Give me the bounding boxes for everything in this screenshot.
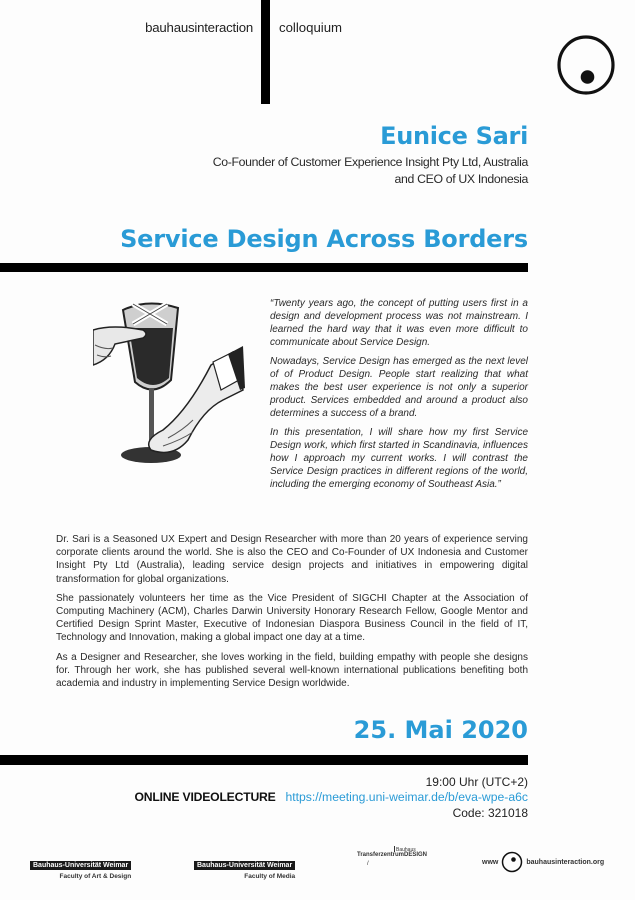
transfer-main-label: TransferzentrumDESIGN: [357, 852, 428, 858]
horizontal-divider-bar: [0, 263, 528, 272]
faculty-label: Faculty of Art & Design: [59, 873, 132, 880]
faculty-label: Faculty of Media: [244, 873, 296, 880]
footer-logo-art-design: [30, 852, 131, 880]
meeting-link[interactable]: https://meeting.uni-weimar.de/b/eva-wpe-a6c: [285, 790, 528, 804]
horizontal-divider-bar: [0, 755, 528, 765]
event-date: 25. Mai 2020: [353, 716, 528, 744]
footer-logo-transferzentrum: [357, 847, 428, 867]
university-badge: Bauhaus-Universität Weimar: [30, 861, 131, 870]
tick-mark: [394, 846, 395, 852]
bio-paragraph: She passionately volunteers her time as the Vice President of SIGCHI Chapter at the Association of Computing Machinery (ACM), Charles Darwin University Honorary Research Fellow, Google Mentor and Certified Design Sprint Master, Executive of Indonesian Diaspora Business Council in the field of IT, Technology and Innovation, making a global impact one day at a time.: [56, 592, 528, 644]
bio-paragraph: Dr. Sari is a Seasoned UX Expert and Design Researcher with more than 20 years of experience serving corporate clients around the world. She is also the CEO and Co-Founder of UX Indonesia and Customer Insight Pty Ltd (Australia), leading service design projects and initiatives in empowering digital transformation for global organizations.: [56, 534, 528, 585]
transfer-small-label: Bauhaus: [396, 847, 416, 853]
university-badge: Bauhaus-Universität Weimar: [194, 861, 295, 870]
circle-dot-icon: [556, 34, 616, 96]
speaker-name: Eunice Sari: [380, 122, 528, 150]
talk-abstract-quote: [266, 297, 528, 497]
brand-colloquium: colloquium: [279, 20, 343, 35]
speaker-affiliation: [213, 154, 528, 188]
web-domain[interactable]: bauhausinteraction.org: [526, 858, 605, 866]
quote-paragraph: “Twenty years ago, the concept of putting users first in a design and development process was not mainstream. I learned the hard way that it was even more difficult to communicate about Service Design.: [270, 298, 528, 348]
quote-paragraph: In this presentation, I will share how my first Service Design work, which first started in Scandinavia, influences how I approach my current works. I will contrast the Service Design practices in different regions of the world, including the emerging economy of Southeast Asia.”: [270, 427, 528, 490]
online-lecture-row: [134, 790, 528, 804]
speaker-bio: [56, 533, 528, 696]
bio-paragraph: As a Designer and Researcher, she loves working in the field, building empathy with people she designs for. Through her work, she has published several well-known international publications benefiting both academia and industry in implementing Service Design worldwide.: [56, 651, 528, 690]
quote-paragraph: Nowadays, Service Design has emerged as the next level of of Product Design. People start realizing that what makes the best user experience is not only a superior product. Services embedded and around a product also determines a success of a brand.: [270, 356, 528, 419]
web-prefix: www: [482, 858, 499, 866]
meeting-code: Code: 321018: [452, 806, 528, 820]
circle-dot-icon: [501, 851, 523, 873]
event-time: 19:00 Uhr (UTC+2): [425, 775, 528, 789]
talk-title: Service Design Across Borders: [120, 225, 528, 253]
affiliation-line-1: Co-Founder of Customer Experience Insight Pty Ltd, Australia: [212, 155, 528, 169]
vertical-divider-bar: [261, 0, 270, 104]
affiliation-line-2: and CEO of UX Indonesia: [394, 172, 528, 186]
footer-website: [482, 851, 604, 873]
brand-bauhausinteraction: bauhausinteraction: [145, 20, 253, 35]
slash-mark: /: [367, 861, 369, 867]
hands-wine-glass-illustration: [93, 290, 253, 475]
footer-logo-media: [194, 852, 295, 880]
lecture-format-label: ONLINE VIDEOLECTURE: [134, 790, 276, 804]
